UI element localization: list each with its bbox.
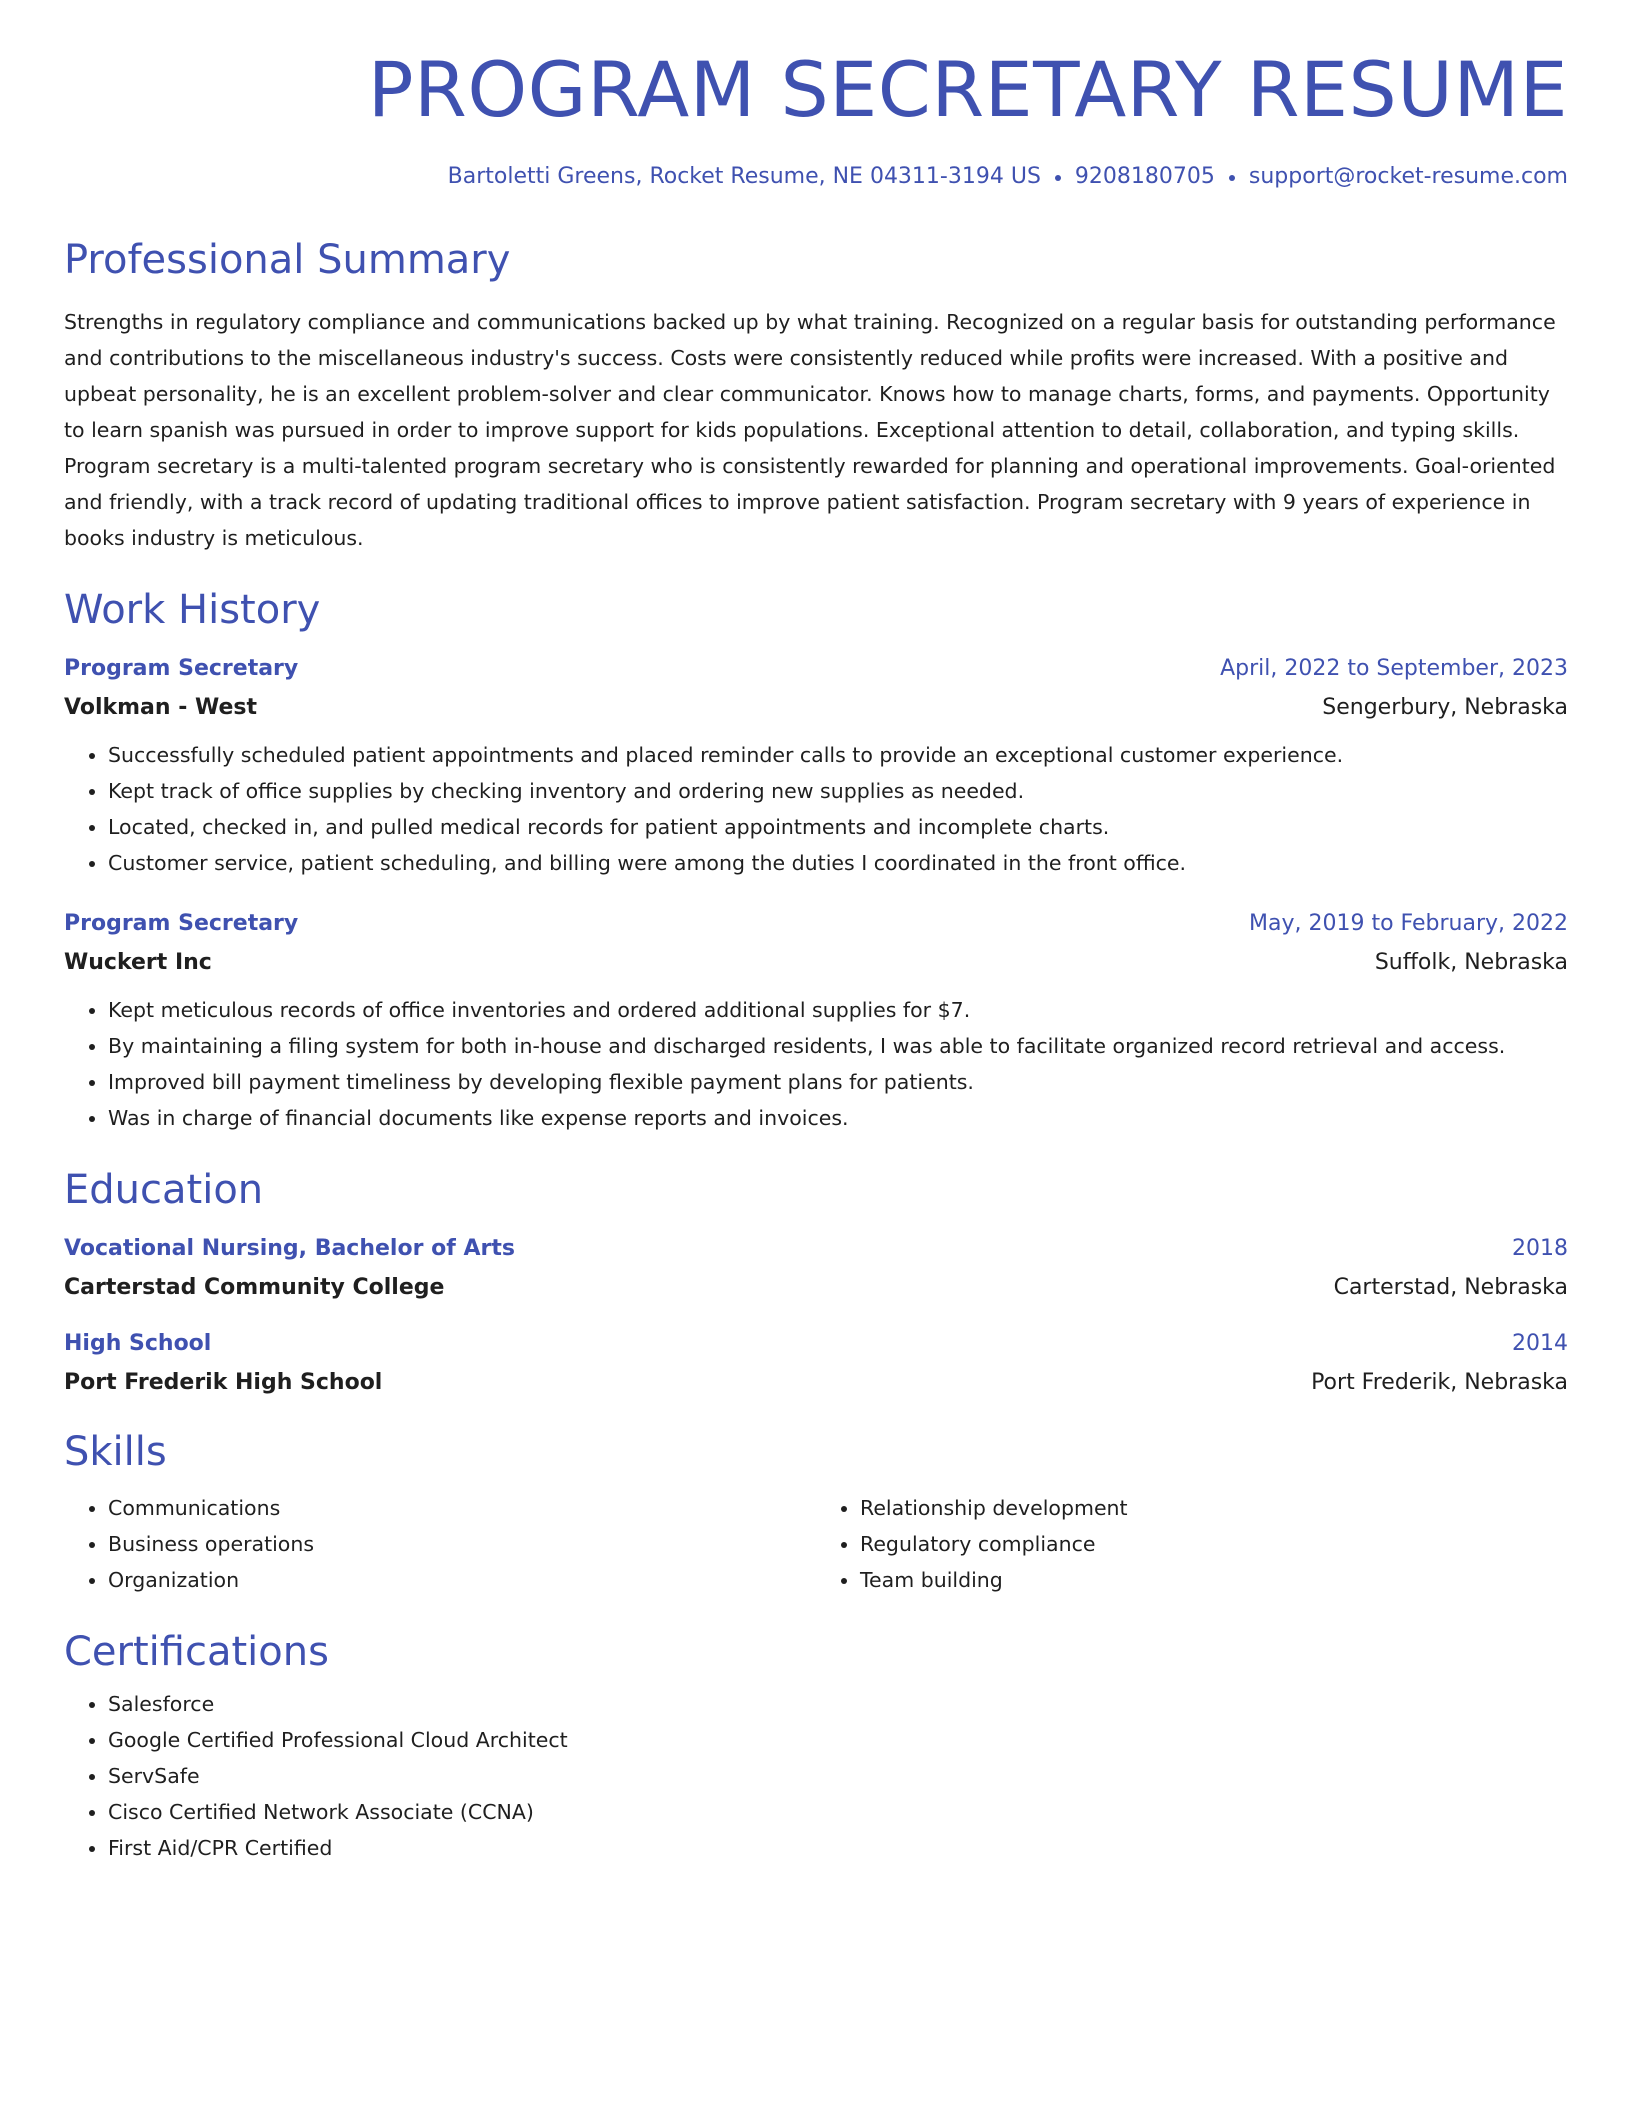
education-entry xyxy=(64,1329,1568,1398)
job-company: Volkman - West xyxy=(64,695,258,720)
job-bullets xyxy=(64,992,1568,1136)
certifications-list xyxy=(64,1686,1568,1866)
skills-list-left xyxy=(64,1490,816,1598)
job-location: Sengerbury, Nebraska xyxy=(1322,695,1568,720)
education-entry xyxy=(64,1234,1568,1303)
resume-header xyxy=(64,0,1568,188)
list-item: • Team building xyxy=(860,1562,1568,1598)
list-item: • Cisco Certified Network Associate (CCNA) xyxy=(108,1794,1568,1830)
list-item: • Business operations xyxy=(108,1526,816,1562)
separator-dot-icon xyxy=(1229,164,1235,186)
contact-phone: 9208180705 xyxy=(1074,164,1215,189)
section-title-summary: Professional Summary xyxy=(64,237,511,283)
list-item: • Customer service, patient scheduling, and billing were among the duties I coordinated in the front office. xyxy=(108,845,1568,881)
list-item: • Successfully scheduled patient appointments and placed reminder calls to provide an exceptional customer experience. xyxy=(108,737,1568,773)
skills-columns xyxy=(64,1490,1568,1598)
section-title-work-history: Work History xyxy=(64,587,321,633)
education-location: Carterstad, Nebraska xyxy=(1333,1275,1568,1300)
job-role: Program Secretary xyxy=(64,911,299,936)
list-item: • Was in charge of financial documents like expense reports and invoices. xyxy=(108,1100,1568,1136)
list-item: • Regulatory compliance xyxy=(860,1526,1568,1562)
education-year: 2014 xyxy=(1512,1331,1568,1356)
skills-list-right xyxy=(816,1490,1568,1598)
list-item: • Kept track of office supplies by checking inventory and ordering new supplies as needed. xyxy=(108,773,1568,809)
education-school: Carterstad Community College xyxy=(64,1275,445,1300)
contact-email[interactable]: support@rocket-resume.com xyxy=(1248,164,1568,189)
job-location: Suffolk, Nebraska xyxy=(1374,950,1568,975)
contact-line xyxy=(64,166,1568,188)
list-item: • Google Certified Professional Cloud Architect xyxy=(108,1722,1568,1758)
list-item: • First Aid/CPR Certified xyxy=(108,1830,1568,1866)
list-item: • Relationship development xyxy=(860,1490,1568,1526)
separator-dot-icon xyxy=(1055,164,1061,186)
education-location: Port Frederik, Nebraska xyxy=(1311,1370,1568,1395)
list-item: • Organization xyxy=(108,1562,816,1598)
job-dates: May, 2019 to February, 2022 xyxy=(1249,911,1568,936)
list-item: • Improved bill payment timeliness by developing flexible payment plans for patients. xyxy=(108,1064,1568,1100)
work-entry xyxy=(64,909,1568,1136)
list-item: • By maintaining a filing system for both in-house and discharged residents, I was able to facilitate organized record retrieval and access. xyxy=(108,1028,1568,1064)
education-degree: High School xyxy=(64,1331,212,1356)
summary-text: Strengths in regulatory compliance and communications backed up by what training. Recognized on a regular basis for outstanding performance and contributions to the miscellaneous industry's success. Costs were consistently reduced while profits were increased. With a positive and upbeat personality, he is an excellent problem-solver and clear communicator. Knows how to manage charts, forms, and payments. Opportunity to learn spanish was pursued in order to improve support for kids populations. Exceptional attention to detail, collaboration, and typing skills. Program secretary is a multi-talented program secretary who is consistently rewarded for planning and operational improvements. Goal-oriented and friendly, with a track record of updating traditional offices to improve patient satisfaction. Program secretary with 9 years of experience in books industry is meticulous. xyxy=(64,310,1556,550)
section-title-education: Education xyxy=(64,1167,264,1213)
education-year: 2018 xyxy=(1512,1236,1568,1261)
education-degree: Vocational Nursing, Bachelor of Arts xyxy=(64,1236,515,1261)
resume-title: PROGRAM SECRETARY RESUME xyxy=(367,45,1568,134)
section-title-skills: Skills xyxy=(64,1429,167,1475)
job-role: Program Secretary xyxy=(64,656,299,681)
section-title-certifications: Certifications xyxy=(64,1629,329,1675)
job-bullets xyxy=(64,737,1568,881)
list-item: • Salesforce xyxy=(108,1686,1568,1722)
contact-address: Bartoletti Greens, Rocket Resume, NE 04311-3194 US xyxy=(447,164,1041,189)
job-dates: April, 2022 to September, 2023 xyxy=(1220,656,1568,681)
list-item: • ServSafe xyxy=(108,1758,1568,1794)
list-item: • Communications xyxy=(108,1490,816,1526)
work-entry xyxy=(64,654,1568,881)
job-company: Wuckert Inc xyxy=(64,950,212,975)
education-school: Port Frederik High School xyxy=(64,1370,383,1395)
list-item: • Located, checked in, and pulled medical records for patient appointments and incomplete charts. xyxy=(108,809,1568,845)
list-item: • Kept meticulous records of office inventories and ordered additional supplies for $7. xyxy=(108,992,1568,1028)
